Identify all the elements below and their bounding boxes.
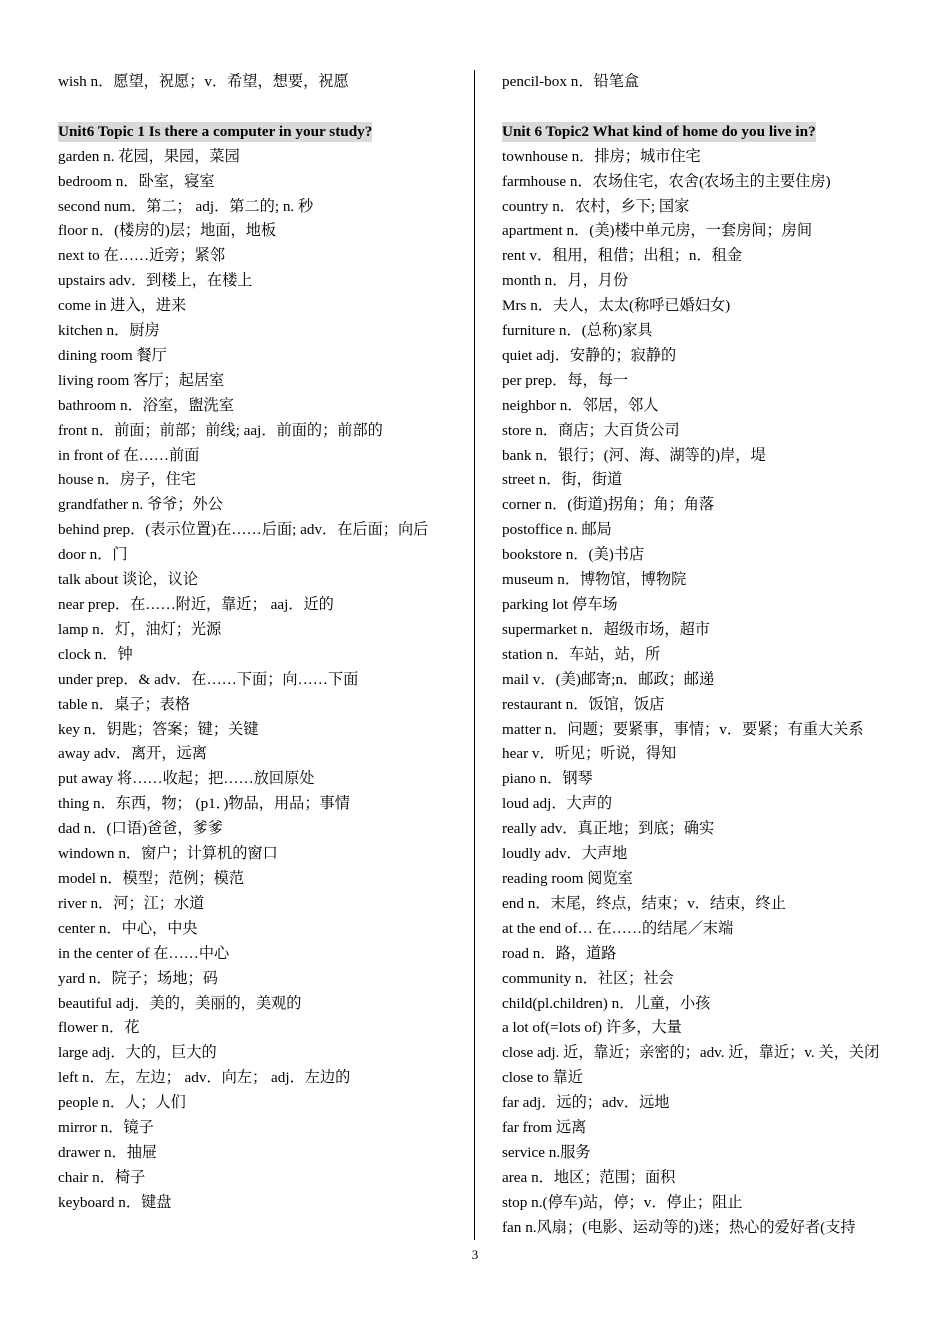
left-vocab-entry: chair n．椅子 [58,1168,146,1186]
heading-text: Unit6 Topic 1 Is there a computer in your study? [58,122,373,140]
heading-text: Unit 6 Topic2 What kind of home do you live in? [502,122,816,140]
left-vocab-entry: yard n．院子；场地；码 [58,969,218,987]
left-vocab-entry: model n．模型；范例；模范 [58,869,245,887]
right-vocab-entry: rent v．租用，租借；出租；n．租金 [502,247,743,265]
left-vocab-entry: keyboard n．键盘 [58,1193,172,1211]
left-vocab-entry: in the center of 在……中心 [58,944,230,962]
right-vocab-entry: restaurant n．饭馆，饭店 [502,695,665,713]
right-vocab-entry: Mrs n．夫人，太太(称呼已婚妇女) [502,297,731,315]
left-vocab-entry: flower n．花 [58,1019,140,1037]
left-vocab-entry: second num．第二； adj．第二的; n. 秒 [58,197,314,215]
left-vocab-entry: key n．钥匙；答案；键；关键 [58,720,259,738]
right-vocab-entry: street n．街，街道 [502,471,623,489]
right-vocab-entry: museum n．博物馆，博物院 [502,571,687,589]
right-vocab-entry: piano n．钢琴 [502,770,593,788]
right-vocab-entry: stop n.(停车)站，停；v．停止；阻止 [502,1193,743,1211]
right-vocab-entry: supermarket n．超级市场，超市 [502,620,710,638]
right-vocab-entry: loud adj．大声的 [502,795,613,813]
left-vocab-entry: large adj．大的，巨大的 [58,1044,217,1062]
left-vocab-entry: thing n．东西，物； (p1．)物品，用品；事情 [58,795,350,813]
left-vocab-entry: drawer n．抽屉 [58,1143,158,1161]
left-vocab-entry: mirror n．镜子 [58,1119,154,1137]
column-divider [474,70,475,1240]
left-vocab-entry: living room 客厅；起居室 [58,371,225,389]
left-vocab-entry: bathroom n．浴室，盥洗室 [58,396,234,414]
right-vocab-entry: mail v．(美)邮寄;n．邮政；邮递 [502,670,715,688]
left-vocab-entry: garden n. 花园，果园，菜园 [58,147,240,165]
left-vocab-entry: talk about 谈论，议论 [58,571,199,589]
left-vocab-entry: door n．门 [58,546,128,564]
left-vocab-entry: river n．河；江；水道 [58,894,205,912]
right-vocab-entry: fan n.风扇；(电影、运动等的)迷；热心的爱好者(支持 [502,1218,856,1236]
right-vocab-entry: community n．社区；社会 [502,969,674,987]
left-vocab-entry: under prep．& adv．在……下面；向……下面 [58,670,359,688]
left-vocab-entry: center n．中心，中央 [58,919,198,937]
left-vocab-entry: in front of 在……前面 [58,446,200,464]
left-vocab-entry: put away 将……收起；把……放回原处 [58,770,315,788]
right-vocab-entry: road n．路，道路 [502,944,617,962]
blank-line [58,95,453,120]
right-vocab-entry: furniture n．(总称)家具 [502,322,653,340]
right-vocab-entry: station n．车站，站，所 [502,645,661,663]
left-vocab-entry: come in 进入，进来 [58,297,187,315]
left-vocab-entry: kitchen n．厨房 [58,322,160,340]
right-vocab-entry: month n．月，月份 [502,272,629,290]
left-column [58,70,453,1216]
left-vocab-entry: clock n．钟 [58,645,133,663]
right-vocab-entry: neighbor n．邻居，邻人 [502,396,659,414]
left-vocab-entry: floor n．(楼房的)层；地面，地板 [58,222,277,240]
left-vocab-entry: wish n．愿望，祝愿；v．希望，想要，祝愿 [58,73,349,90]
right-vocab-entry: really adv．真正地；到底；确实 [502,820,715,838]
left-vocab-entry: grandfather n. 爷爷；外公 [58,496,223,514]
right-vocab-entry: hear v．听见；听说，得知 [502,745,677,763]
left-vocab-entry: lamp n．灯，油灯；光源 [58,620,222,638]
right-vocab-entry: parking lot 停车场 [502,596,618,614]
left-vocab-entry: people n．人；人们 [58,1094,186,1112]
left-vocab-entry: away adv．离开，远离 [58,745,207,763]
right-vocab-entry: service n.服务 [502,1143,591,1161]
left-vocab-entry: beautiful adj．美的，美丽的，美观的 [58,994,302,1012]
right-vocab-entry: postoffice n. 邮局 [502,521,612,539]
left-vocab-entry: dining room 餐厅 [58,346,167,364]
left-vocab-entry: windown n．窗户；计算机的窗口 [58,845,278,863]
right-topic-heading [502,120,902,145]
right-vocab-entry: matter n．问题；要紧事，事情；v．要紧；有重大关系 [502,720,864,738]
left-vocab-entry: bedroom n．卧室，寝室 [58,172,215,190]
right-vocab-entry: area n．地区；范围；面积 [502,1168,676,1186]
left-vocab-entry: next to 在……近旁；紧邻 [58,247,226,265]
page-number: 3 [471,1247,479,1262]
right-vocab-entry: far from 远离 [502,1119,587,1137]
left-vocab-entry: front n．前面；前部；前线; aaj．前面的；前部的 [58,421,383,439]
right-vocab-entry: loudly adv．大声地 [502,845,628,863]
right-vocab-entry: close to 靠近 [502,1069,583,1087]
right-vocab-entry: child(pl.children) n．儿童，小孩 [502,994,711,1012]
right-vocab-entry: bookstore n．(美)书店 [502,546,645,564]
right-vocab-entry: farmhouse n．农场住宅，农舍(农场主的主要住房) [502,172,831,190]
right-vocab-entry: at the end of… 在……的结尾／末端 [502,919,734,937]
right-vocab-entry: end n．末尾，终点，结束；v．结束，终止 [502,894,786,912]
left-topic-heading [58,120,453,145]
right-vocab-entry: townhouse n．排房；城市住宅 [502,147,701,165]
right-vocab-entry: reading room 阅览室 [502,869,633,887]
right-vocab-entry: country n．农村，乡下; 国家 [502,197,690,215]
right-vocab-entry: bank n．银行；(河、海、湖等的)岸，堤 [502,446,766,464]
blank-line [502,95,902,120]
right-vocab-entry: corner n．(街道)拐角；角；角落 [502,496,715,514]
right-vocab-entry: apartment n．(美)楼中单元房，一套房间；房间 [502,222,813,240]
right-vocab-entry: pencil-box n．铅笔盒 [502,73,640,90]
left-vocab-entry: left n．左，左边； adv．向左； adj．左边的 [58,1069,351,1087]
left-vocab-entry: dad n．(口语)爸爸，爹爹 [58,820,223,838]
right-vocab-entry: far adj．远的；adv．远地 [502,1094,670,1112]
left-vocab-entry: house n．房子，住宅 [58,471,196,489]
right-vocab-entry: store n．商店；大百货公司 [502,421,680,439]
right-column [502,70,902,1241]
right-vocab-entry: per prep．每，每一 [502,371,629,389]
right-vocab-entry: a lot of(=lots of) 许多，大量 [502,1019,682,1037]
left-vocab-entry: upstairs adv．到楼上，在楼上 [58,272,253,290]
left-vocab-entry: table n．桌子；表格 [58,695,191,713]
right-vocab-entry: close adj. 近，靠近；亲密的；adv. 近，靠近；v. 关，关闭 [502,1044,880,1062]
left-vocab-entry: near prep．在……附近，靠近； aaj．近的 [58,596,334,614]
right-vocab-entry: quiet adj．安静的；寂静的 [502,346,677,364]
left-vocab-entry: behind prep．(表示位置)在……后面; adv．在后面；向后 [58,521,429,539]
